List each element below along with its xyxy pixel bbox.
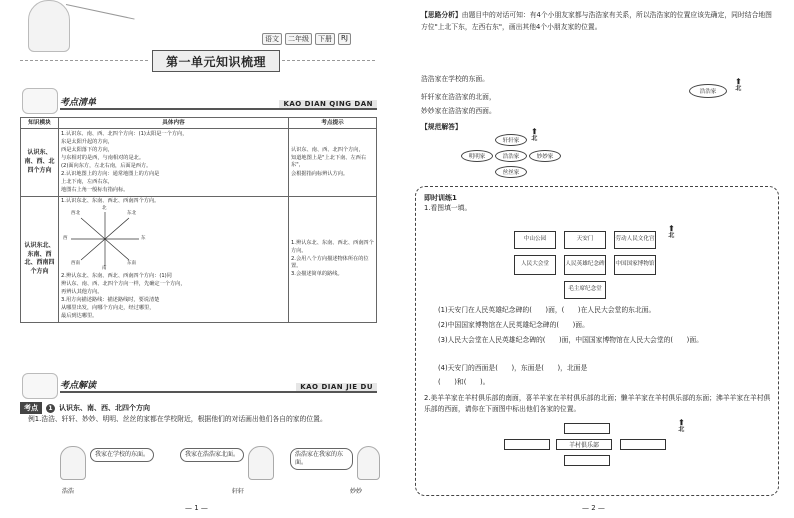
content-cell [59, 129, 289, 197]
step2b-text: 妙妙家在浩浩家的西面。 [421, 107, 496, 115]
content-line: 与东相对的是西，与南相对的是北。 [61, 154, 145, 161]
compass-diagram [61, 206, 149, 272]
child-avatar-icon [60, 446, 86, 480]
compass-east: 东 [141, 236, 146, 242]
q1-line: (3)人民大会堂在人民英雄纪念碑的( )面，中国国家博物馆在人民大会堂的( )面。 [438, 336, 703, 344]
table-row [21, 196, 377, 322]
q1-line: ( )和( )。 [438, 378, 490, 386]
step2a-text: 轩轩家在浩浩家的北面， [421, 93, 496, 101]
analysis-block [421, 10, 776, 34]
topic-tag: 考点 [20, 402, 42, 414]
question-1: 1.看图填一填。 [424, 204, 472, 212]
analysis-text: 由题目中的对话可知：有4个小朋友家都与浩浩家有关系，所以浩浩家的位置应该先确定，同时结合地图方位"上北下东，左西右东"，画出其他4个小朋友家的位置。 [421, 11, 772, 31]
content-line: (2)面向东方，左北右南，后面是西方。 [61, 162, 152, 169]
content-line: 西是太阳落下的方向， [61, 146, 113, 153]
section-pinyin: KAO DIAN JIE DU [296, 383, 377, 391]
answer-oval-left: 明明家 [461, 150, 493, 162]
table-header-row [21, 118, 377, 129]
q1-line: (4)天安门的西面是( )，东面是( )，北面是 [438, 364, 588, 372]
child-avatar-icon [357, 446, 380, 480]
hint-line: 知道地图上是"上北下南、左西右东"， [291, 154, 367, 169]
hint-cell [289, 196, 377, 322]
title-deco-right [282, 60, 377, 61]
title-deco-left [20, 60, 150, 61]
compass-southwest: 西南 [71, 261, 80, 267]
north-arrow-icon: ⬆ 北 [678, 418, 685, 433]
map-box: 人民大会堂 [514, 255, 556, 275]
page-number: — 2 — [582, 504, 605, 512]
content-line: 再辨认其他方向。 [61, 288, 103, 295]
map-box: 天安门 [564, 231, 606, 249]
map-box: 人民英雄纪念碑 [564, 255, 606, 275]
module-cell: 认识东、南、西、北四个方向 [21, 129, 59, 197]
content-line: 地图右上角一般标有指向标。 [61, 186, 129, 193]
section-pinyin: KAO DIAN QING DAN [279, 100, 377, 108]
content-line: 最后到达哪里。 [61, 313, 98, 320]
col-header: 知识模块 [21, 118, 59, 129]
fishing-rod-icon [66, 4, 135, 20]
example-question: 例1.浩浩、轩轩、妙妙、明明、丝丝的家都在学校附近，根据他们的对话画出他们各自的家的位置。 [28, 415, 327, 423]
map-box: 劳动人民文化宫 [614, 231, 656, 249]
center-oval: 浩浩家 [689, 84, 727, 98]
content-line: 东是太阳升起的方向， [61, 138, 113, 145]
north-label: 北 [531, 135, 538, 142]
speech-bubble: 我家在浩浩家北面。 [180, 448, 244, 462]
speech-bubble: 我家在学校的东面。 [90, 448, 154, 462]
kid-xuanxuan [180, 446, 274, 480]
answer-blank[interactable] [564, 423, 610, 434]
meta-subject: 语文 [262, 33, 282, 45]
hint-line: 会根据指向标辨认方向。 [291, 170, 349, 177]
answer-blank[interactable] [620, 439, 666, 450]
analysis-label: 【思路分析】 [421, 11, 462, 19]
answer-oval-right: 妙妙家 [529, 150, 561, 162]
kid-name: 妙妙 [350, 488, 363, 495]
club-box: 羊村俱乐部 [556, 439, 612, 450]
content-line: 3.用方向描述路线：描述路线时，要说清楚 [61, 296, 160, 303]
answer-oval-bottom: 丝丝家 [495, 166, 527, 178]
hint-line: 1.辨认东北、东南、西北、西南四个方向。 [291, 240, 374, 254]
section-header-interpretation [60, 383, 377, 393]
kid-miaomiao [290, 446, 380, 480]
content-line: 辨认东、南、西、北四个方向一样，先确定一个方向， [61, 280, 186, 287]
content-line: 2.辨认东北、东南、西北、西南四个方向：(1)同 [61, 272, 172, 279]
page-number: — 1 — [185, 504, 208, 512]
map-box: 毛主席纪念堂 [564, 281, 606, 299]
practice-box [415, 186, 779, 496]
north-arrow-icon: ⬆ 北 [735, 77, 742, 92]
north-arrow-icon: ⬆ 北 [668, 224, 675, 239]
hint-line: 认识东、南、西、北四个方向， [291, 146, 364, 153]
header-illustration [18, 0, 138, 60]
content-line: 1.认识东北、东南、西北、西南四个方向。 [61, 198, 160, 205]
answer-blank[interactable] [504, 439, 550, 450]
section-title: 考点解读 [60, 381, 97, 391]
meta-grade: 二年级 [285, 33, 312, 45]
practice-title: 即时训练1 [424, 194, 457, 202]
step1-text: 浩浩家在学校的东面。 [421, 75, 489, 83]
child-avatar-icon [248, 446, 274, 480]
q1-line: (1)天安门在人民英雄纪念碑的( )面，( )在人民大会堂的东北面。 [438, 306, 656, 314]
kids-reading-icon [22, 88, 58, 114]
content-line: 1.认识东、南、西、北四个方向：(1)太阳是一个方向， [61, 130, 188, 137]
answer-blank[interactable] [564, 455, 610, 466]
map-box: 中国国家博物馆 [614, 255, 656, 275]
compass-northwest: 西北 [71, 211, 80, 217]
content-line: 从哪里出发，向哪个方向走，经过哪里， [61, 305, 155, 312]
hint-line: 3.会描述简单的路线。 [291, 271, 343, 278]
kid-name: 浩浩 [62, 488, 75, 495]
hint-line: 2.会用八个方向描述物体所在的位置。 [291, 255, 369, 270]
col-header: 具体内容 [59, 118, 289, 129]
meta-edition: RJ [338, 33, 351, 45]
topic-label [20, 402, 150, 414]
content-cell [59, 196, 289, 322]
compass-southeast: 东南 [127, 261, 136, 267]
module-cell: 认识东北、东南、西北、西南四个方向 [21, 196, 59, 322]
north-arrow-icon: ⬆ 北 [531, 127, 538, 142]
map-box: 中山公园 [514, 231, 556, 249]
north-label: 北 [735, 85, 742, 92]
topic-title: 认识东、南、西、北四个方向 [59, 404, 150, 412]
answer-oval-top: 轩轩家 [495, 134, 527, 146]
kids-dialogue [60, 446, 380, 506]
question-2: 2.美羊羊家在羊村俱乐部的南面，喜羊羊家在羊村俱乐部的北面；懒羊羊家在羊村俱乐部的东面；沸羊羊家在羊村俱乐部的西面，请你在下面图中标出他们各家的位置。 [424, 394, 771, 414]
section-header-checklist [60, 100, 377, 110]
compass-south: 南 [102, 266, 107, 272]
compass-northeast: 东北 [127, 211, 136, 217]
content-line: 2.认识地图上的方向：通常地图上的方向是 [61, 170, 160, 177]
kid-haohao [60, 446, 154, 480]
answer-oval-center: 浩浩家 [495, 150, 527, 162]
content-line: 上北下南，左西右东， [61, 178, 113, 185]
section-title: 考点清单 [60, 98, 97, 108]
table-row [21, 129, 377, 197]
speech-bubble: 浩浩家在我家的东面。 [290, 448, 353, 470]
q1-line: (2)中国国家博物馆在人民英雄纪念碑的( )面。 [438, 321, 589, 329]
meta-volume: 下册 [315, 33, 335, 45]
right-page [397, 0, 794, 518]
unit-title: 第一单元知识梳理 [152, 50, 280, 72]
compass-north: 北 [102, 206, 107, 212]
north-label: 北 [668, 232, 675, 239]
book-meta [262, 33, 351, 45]
kids-study-icon [22, 373, 58, 399]
answer-label: 【规范解答】 [421, 123, 462, 131]
knowledge-table [20, 117, 377, 323]
north-label: 北 [678, 426, 685, 433]
compass-west: 西 [63, 236, 68, 242]
kid-name: 轩轩 [232, 488, 245, 495]
hint-cell [289, 129, 377, 197]
col-header: 考点提示 [289, 118, 377, 129]
boy-fishing-icon [28, 0, 70, 52]
topic-number: 1 [46, 404, 55, 413]
